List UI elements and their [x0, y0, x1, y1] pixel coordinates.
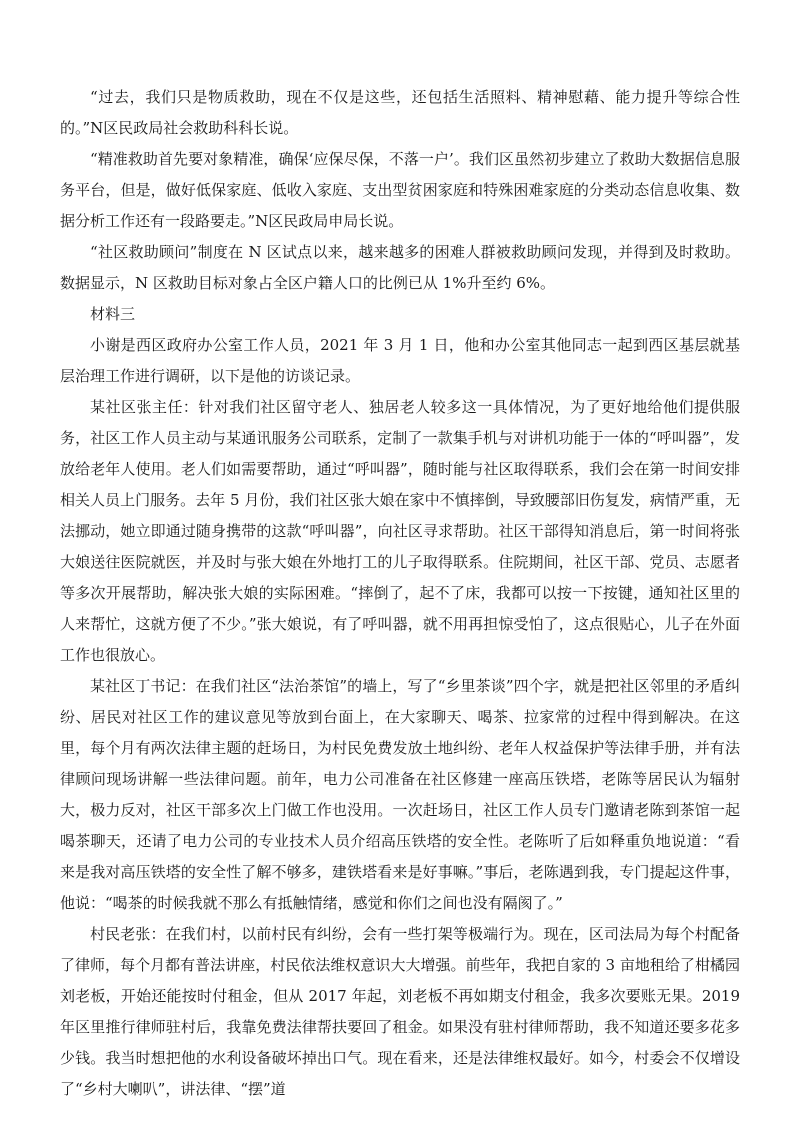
paragraph-secretary-ding: 某社区丁书记：在我们社区“法治茶馆”的墙上，写了“乡里茶谈”四个字，就是把社区邻里的矛盾纠纷、居民对社区工作的建议意见等放到台面上，在大家聊天、喝茶、拉家常的过程中得到解决。在这里，每个月有两次法律主题的赶场日，为村民免费发放土地纠纷、老年人权益保护等法律手册，并有法律顾问现场讲解一些法律问题。前年，电力公司准备在社区修建一座高压铁塔，老陈等居民认为辐射大，极力反对，社区干部多次上门做工作也没用。一次赶场日，社区工作人员专门邀请老陈到茶馆一起喝茶聊天，还请了电力公司的专业技术人员介绍高压铁塔的安全性。老陈听了后如释重负地说道：“看来是我对高压铁塔的安全性了解不够多，建铁塔看来是好事嘛。”事后，老陈遇到我，专门提起这件事，他说：“喝茶的时候我就不那么有抵触情绪，感觉和你们之间也没有隔阂了。” [60, 677, 740, 912]
section-heading-material-three: 材料三 [90, 305, 136, 323]
paragraph-advisor-system: “社区救助顾问”制度在 N 区试点以来，越来越多的困难人群被救助顾问发现，并得到及时救助。数据显示，N 区救助目标对象占全区户籍人口的比例已从 1%升至约 6%。 [60, 243, 740, 292]
paragraph-official-quote: “过去，我们只是物质救助，现在不仅是这些，还包括生活照料、精神慰藉、能力提升等综合性的。”N区民政局社会救助科科长说。 [60, 88, 740, 137]
paragraph-villager-zhang: 村民老张：在我们村，以前村民有纠纷，会有一些打架等极端行为。现在，区司法局为每个村配备了律师，每个月都有普法讲座，村民依法维权意识大大增强。前些年，我把自家的 3 亩地租给了柑橘园刘老板，开始还能按时付租金，但从 2017 年起，刘老板不再如期支付租金，我多次要账无果。2019 年区里推行律师驻村后，我靠免费法律帮扶要回了租金。如果没有驻村律师帮助，我不知道还要多花多少钱。我当时想把他的水利设备破坏掉出口气。现在看来，还是法律维权最好。如今，村委会不仅增设了“乡村大喇叭”，讲法律、“摆”道 [60, 925, 740, 1098]
paragraph-director-zhang: 某社区张主任：针对我们社区留守老人、独居老人较多这一具体情况，为了更好地给他们提供服务，社区工作人员主动与某通讯服务公司联系，定制了一款集手机与对讲机功能于一体的“呼叫器”，发放给老年人使用。老人们如需要帮助，通过“呼叫器”，随时能与社区取得联系，我们会在第一时间安排相关人员上门服务。去年 5 月份，我们社区张大娘在家中不慎摔倒，导致腰部旧伤复发，病情严重，无法挪动，她立即通过随身携带的这款“呼叫器”，向社区寻求帮助。社区干部得知消息后，第一时间将张大娘送往医院就医，并及时与张大娘在外地打工的儿子取得联系。住院期间，社区干部、党员、志愿者等多次开展帮助，解决张大娘的实际困难。“摔倒了，起不了床，我都可以按一下按键，通知社区里的人来帮忙，这就方便了不少。”张大娘说，有了呼叫器，就不用再担惊受怕了，这点很贴心，儿子在外面工作也很放心。 [60, 398, 740, 664]
paragraph-director-quote: “精准救助首先要对象精准，确保‘应保尽保，不落一户’。我们区虽然初步建立了救助大数据信息服务平台，但是，做好低保家庭、低收入家庭、支出型贫困家庭和特殊困难家庭的分类动态信息收集、数据分析工作还有一段路要走。”N区民政局申局长说。 [60, 150, 740, 230]
document-body [60, 82, 740, 1105]
paragraph-intro: 小谢是西区政府办公室工作人员，2021 年 3 月 1 日，他和办公室其他同志一起到西区基层就基层治理工作进行调研，以下是他的访谈记录。 [60, 336, 740, 385]
